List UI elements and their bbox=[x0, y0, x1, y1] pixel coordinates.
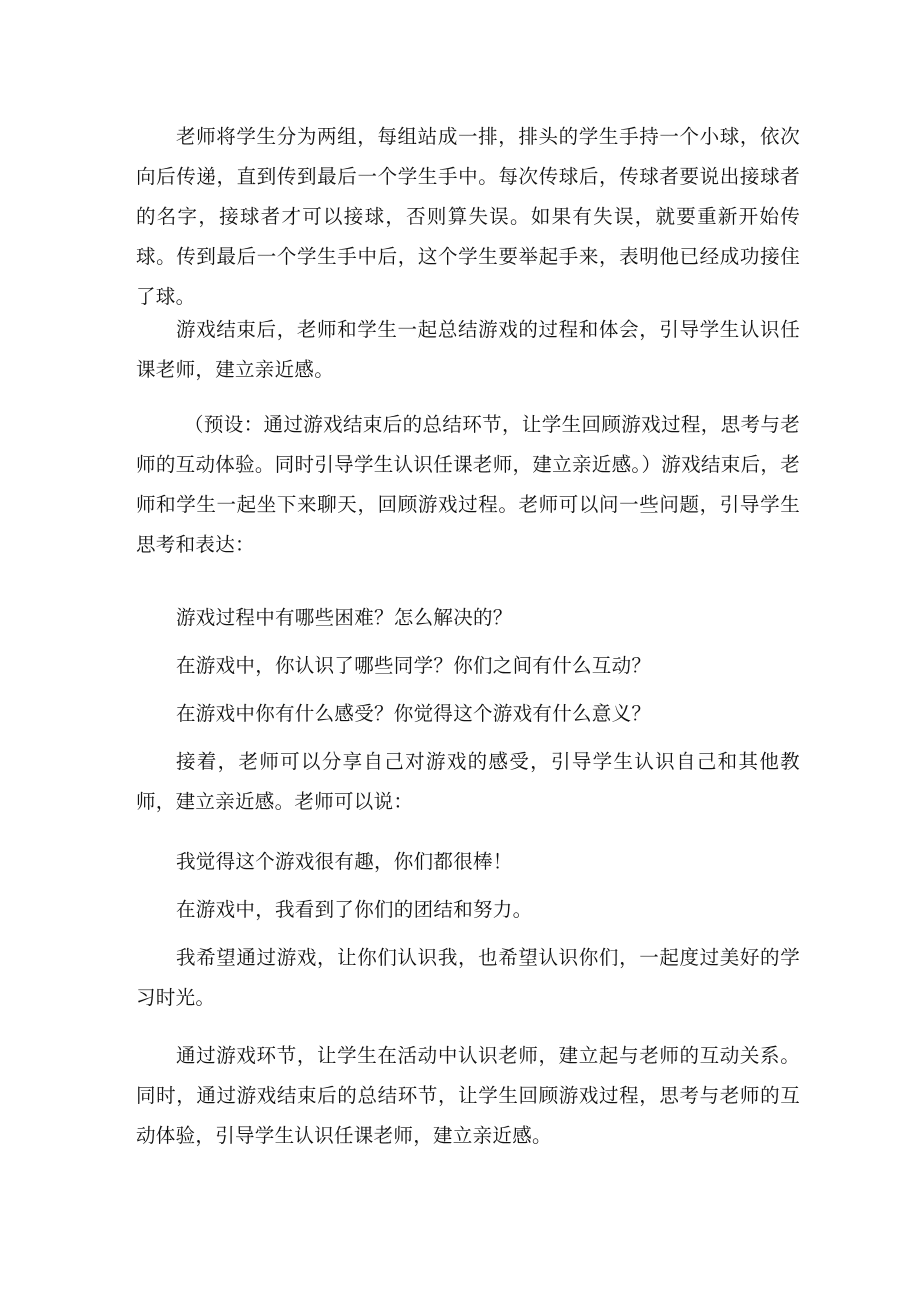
paragraph-teacher-shares: 接着，老师可以分享自己对游戏的感受，引导学生认识自己和其他教师，建立亲近感。老师可以说： bbox=[136, 750, 800, 813]
quote-hope: 我希望通过游戏，让你们认识我，也希望认识你们，一起度过美好的学习时光。 bbox=[136, 946, 800, 1009]
question-feelings: 在游戏中你有什么感受？你觉得这个游戏有什么意义？ bbox=[176, 702, 652, 725]
paragraph-conclusion: 通过游戏环节，让学生在活动中认识老师，建立起与老师的互动关系。同时，通过游戏结束后的总结环节，让学生回顾游戏过程，思考与老师的互动体验，引导学生认识任课老师，建立亲近感。 bbox=[136, 1044, 800, 1147]
quote-fun: 我觉得这个游戏很有趣，你们都很棒！ bbox=[176, 850, 513, 873]
question-difficulties: 游戏过程中有哪些困难？怎么解决的？ bbox=[176, 606, 513, 629]
paragraph-game-summary: 游戏结束后，老师和学生一起总结游戏的过程和体会，引导学生认识任课老师，建立亲近感。 bbox=[136, 318, 800, 381]
quote-unity: 在游戏中，我看到了你们的团结和努力。 bbox=[176, 898, 533, 921]
paragraph-preset: （预设：通过游戏结束后的总结环节，让学生回顾游戏过程，思考与老师的互动体验。同时引导学生认识任课老师，建立亲近感。）游戏结束后，老师和学生一起坐下来聊天，回顾游戏过程。老师可以问一些问题，引导学生思考和表达： bbox=[136, 413, 800, 556]
question-classmates: 在游戏中，你认识了哪些同学？你们之间有什么互动？ bbox=[176, 654, 652, 677]
paragraph-game-rules: 老师将学生分为两组，每组站成一排，排头的学生手持一个小球，依次向后传递，直到传到最后一个学生手中。每次传球后，传球者要说出接球者的名字，接球者才可以接球，否则算失误。如果有失误，就要重新开始传球。传到最后一个学生手中后，这个学生要举起手来，表明他已经成功接住了球。 bbox=[136, 125, 800, 308]
